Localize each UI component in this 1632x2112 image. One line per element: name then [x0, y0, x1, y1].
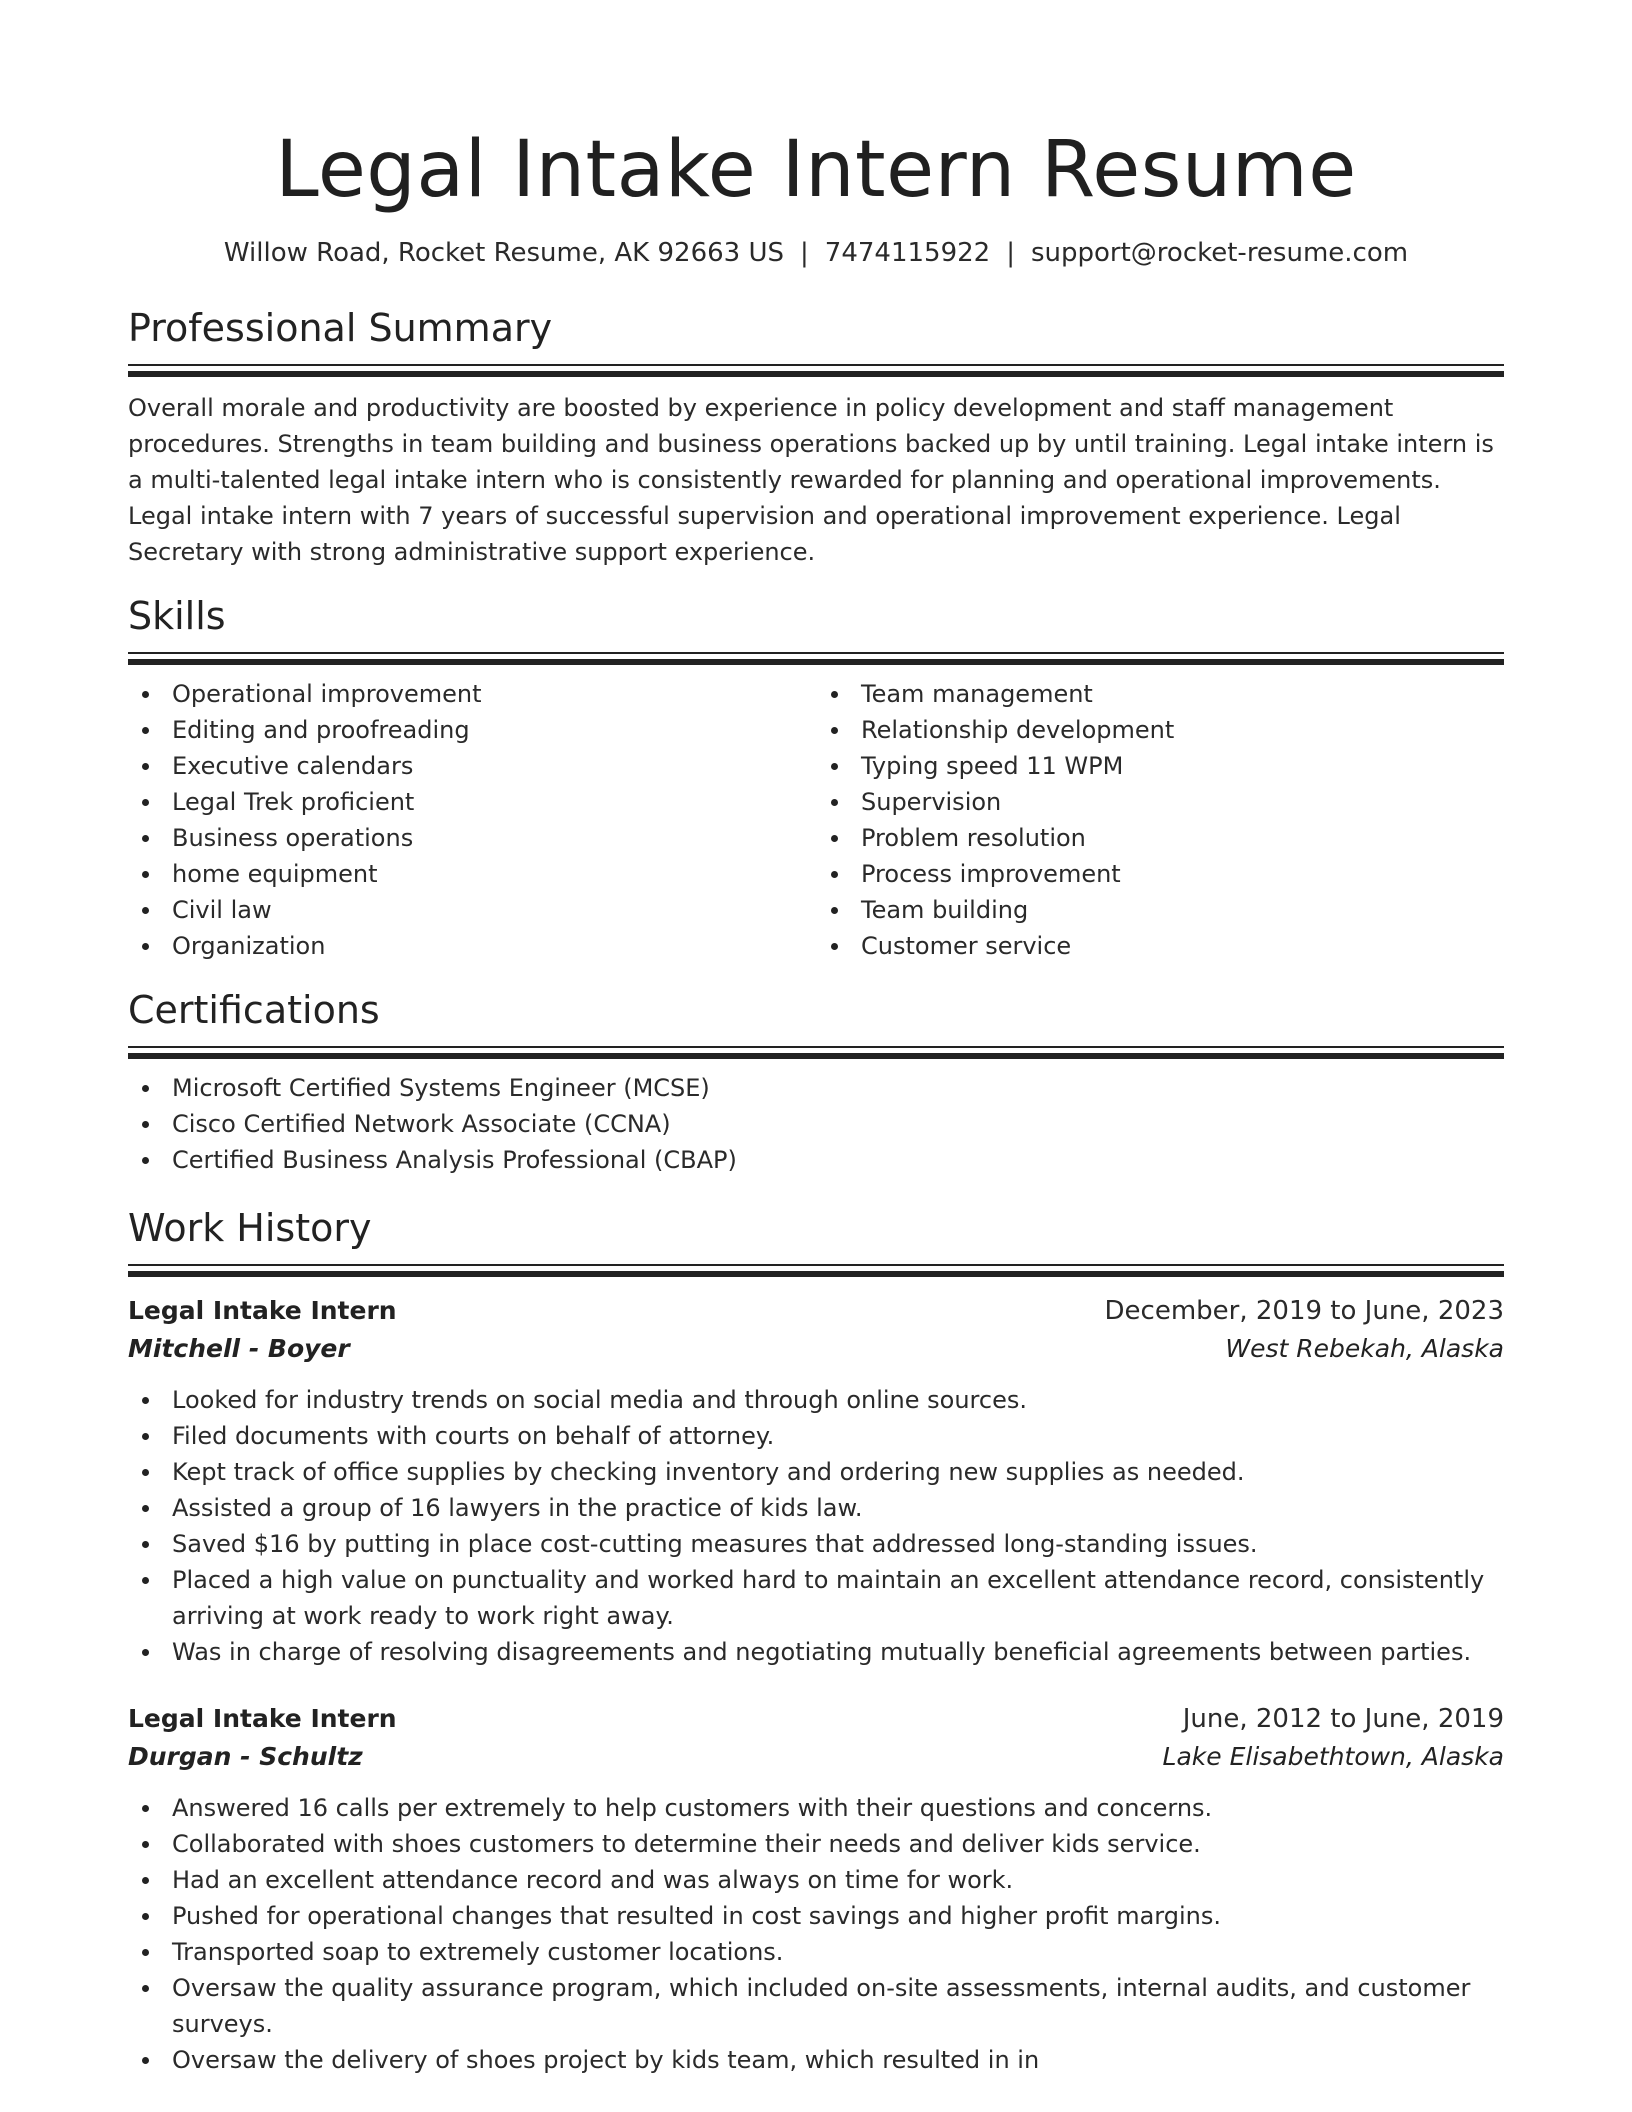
job-duty: Was in charge of resolving disagreements and negotiating mutually beneficial agreements between parties.: [128, 1634, 1504, 1670]
skill-item: Customer service: [817, 928, 1504, 964]
job-duties-list: [128, 1790, 1504, 2078]
skill-item: Team management: [817, 676, 1504, 712]
certification-item: Microsoft Certified Systems Engineer (MCSE): [128, 1070, 1504, 1106]
job-duty: Oversaw the delivery of shoes project by kids team, which resulted in in: [128, 2042, 1504, 2078]
certifications-section: [128, 986, 1504, 1178]
job-duty: Filed documents with courts on behalf of attorney.: [128, 1418, 1504, 1454]
job-header: [128, 1700, 1504, 1738]
skill-item: Team building: [817, 892, 1504, 928]
section-divider: [128, 1264, 1504, 1278]
job-title: Legal Intake Intern: [128, 1296, 397, 1325]
job-subheader: [128, 1738, 1504, 1776]
job-subheader: [128, 1330, 1504, 1368]
job-duty: Collaborated with shoes customers to determine their needs and deliver kids service.: [128, 1826, 1504, 1862]
section-divider: [128, 652, 1504, 666]
skill-item: Supervision: [817, 784, 1504, 820]
job-duty: Placed a high value on punctuality and worked hard to maintain an excellent attendance record, consistently arriving at work ready to work right away.: [128, 1562, 1504, 1634]
job-duties-list: [128, 1382, 1504, 1670]
job-duty: Pushed for operational changes that resulted in cost savings and higher profit margins.: [128, 1898, 1504, 1934]
job-duty: Looked for industry trends on social media and through online sources.: [128, 1382, 1504, 1418]
resume-page: [128, 0, 1504, 2078]
skill-item: Executive calendars: [128, 748, 815, 784]
job-duty: Kept track of office supplies by checking inventory and ordering new supplies as needed.: [128, 1454, 1504, 1490]
skill-item: Operational improvement: [128, 676, 815, 712]
skill-item: Organization: [128, 928, 815, 964]
contact-separator: |: [800, 238, 809, 268]
job-company: Durgan - Schultz: [128, 1742, 363, 1771]
job-duty: Assisted a group of 16 lawyers in the practice of kids law.: [128, 1490, 1504, 1526]
job-entry: [128, 1700, 1504, 2078]
job-header: [128, 1292, 1504, 1330]
contact-phone[interactable]: 7474115922: [824, 238, 991, 268]
skills-list-left: [128, 676, 815, 964]
skill-item: Problem resolution: [817, 820, 1504, 856]
job-duty: Answered 16 calls per extremely to help customers with their questions and concerns.: [128, 1790, 1504, 1826]
work-history-heading: Work History: [128, 1206, 372, 1250]
job-entry: [128, 1292, 1504, 1670]
resume-title: Legal Intake Intern Resume: [275, 125, 1357, 215]
skill-item: Civil law: [128, 892, 815, 928]
job-location: Lake Elisabethtown, Alaska: [1162, 1742, 1504, 1771]
certification-item: Certified Business Analysis Professional (CBAP): [128, 1142, 1504, 1178]
contact-address: Willow Road, Rocket Resume, AK 92663 US: [223, 238, 785, 268]
summary-section: [128, 304, 1504, 570]
skill-item: Editing and proofreading: [128, 712, 815, 748]
work-history-section: [128, 1204, 1504, 2078]
job-dates: December, 2019 to June, 2023: [1104, 1296, 1504, 1326]
skill-item: Typing speed 11 WPM: [817, 748, 1504, 784]
section-divider: [128, 364, 1504, 378]
job-company: Mitchell - Boyer: [128, 1334, 350, 1363]
skill-item: Legal Trek proficient: [128, 784, 815, 820]
summary-heading: Professional Summary: [128, 306, 553, 350]
skills-grid: [128, 676, 1504, 964]
skills-section: [128, 592, 1504, 964]
job-dates: June, 2012 to June, 2019: [1182, 1704, 1504, 1734]
certification-item: Cisco Certified Network Associate (CCNA): [128, 1106, 1504, 1142]
contact-email[interactable]: support@rocket-resume.com: [1030, 238, 1409, 268]
skill-item: Business operations: [128, 820, 815, 856]
job-duty: Saved $16 by putting in place cost-cutting measures that addressed long-standing issues.: [128, 1526, 1504, 1562]
job-duty: Had an excellent attendance record and was always on time for work.: [128, 1862, 1504, 1898]
job-duty: Oversaw the quality assurance program, which included on-site assessments, internal audits, and customer surveys.: [128, 1970, 1504, 2042]
certifications-heading: Certifications: [128, 988, 380, 1032]
certifications-list: [128, 1070, 1504, 1178]
skill-item: Process improvement: [817, 856, 1504, 892]
job-location: West Rebekah, Alaska: [1225, 1334, 1504, 1363]
skill-item: home equipment: [128, 856, 815, 892]
skill-item: Relationship development: [817, 712, 1504, 748]
contact-separator: |: [1006, 238, 1015, 268]
section-divider: [128, 1046, 1504, 1060]
summary-text: Overall morale and productivity are boosted by experience in policy development and staff management procedures. Strengths in team building and business operations backed up by until training. Legal intake intern is a multi-talented legal intake intern who is consistently rewarded for planning and operational improvements. Legal intake intern with 7 years of successful supervision and operational improvement experience. Legal Secretary with strong administrative support experience.: [128, 394, 1494, 566]
contact-line: [128, 236, 1504, 270]
job-title: Legal Intake Intern: [128, 1704, 397, 1733]
skills-list-right: [815, 676, 1504, 964]
skills-heading: Skills: [128, 594, 226, 638]
job-duty: Transported soap to extremely customer locations.: [128, 1934, 1504, 1970]
